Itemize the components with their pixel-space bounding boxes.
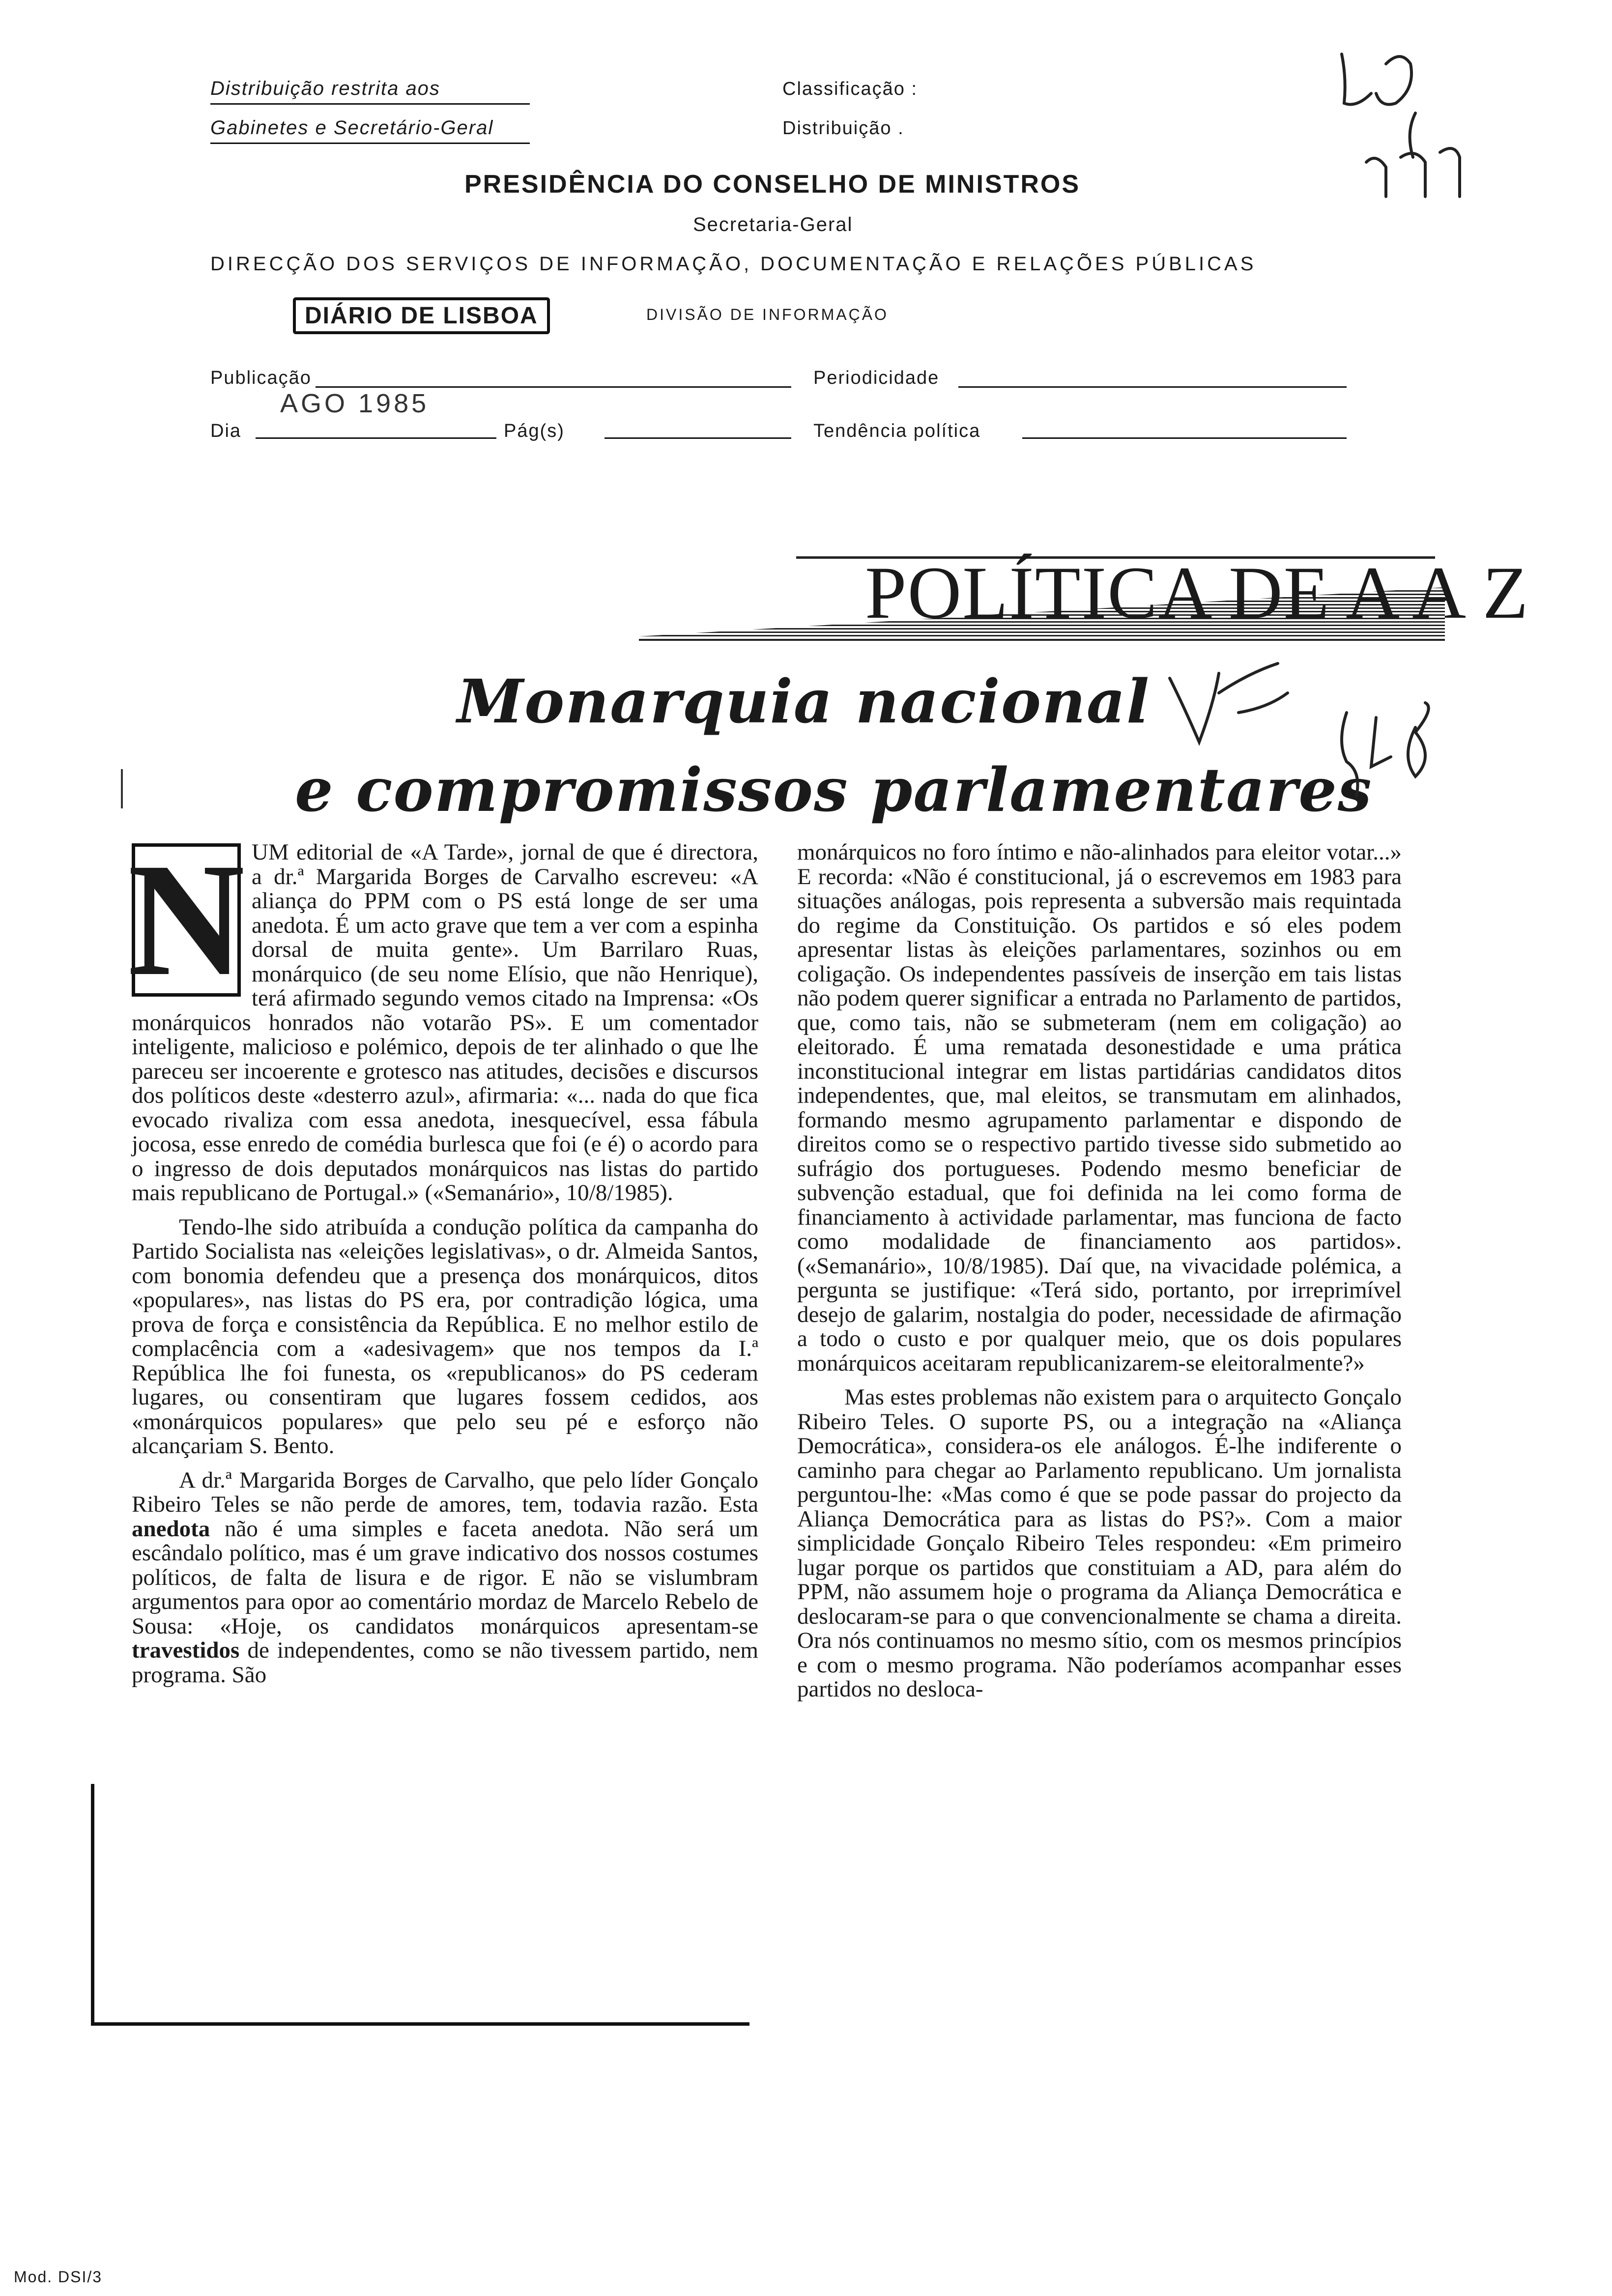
secretariat-subtitle: Secretaria-Geral bbox=[693, 214, 853, 235]
restricted-underline-1 bbox=[210, 103, 530, 105]
left-paragraph-3 bbox=[132, 1468, 758, 1688]
headline-line1: Monarquia nacional bbox=[457, 666, 1151, 737]
left-paragraph-1: UM editorial de «A Tarde», jornal de que é directora, a dr.ª Margarida Borges de Carvalho escreveu: «A aliança do PPM com o PS está longe de ser uma anedota. É um acto grave que tem a ver com a espinha dorsal de muita gente». Um Barrilaro Ruas, monárquico (de seu nome Elísio, que não Henrique), terá afirmado segundo vemos citado na Imprensa: «Os monárquicos honrados não votarão PS». E um comentador inteligente, malicioso e polémico, depois de ter alinhado o que lhe pareceu ser incoerente e grotesco nas atitudes, decisões e discursos dos políticos deste «desterro azul», afirmaria: «... nada do que fica evocado rivaliza com essa anedota, inesquecível, essa fábula jocosa, esse enredo de comédia burlesca que foi (e é) o acordo para o ingresso de dois deputados monárquicos nas listas do partido mais republicano de Portugal.» («Semanário», 10/8/1985). bbox=[132, 839, 758, 1205]
day-line bbox=[256, 437, 496, 439]
restricted-underline-2 bbox=[210, 143, 530, 144]
pages-label: Pág(s) bbox=[504, 421, 565, 441]
left-p3-bold-travestidos: travestidos bbox=[132, 1637, 240, 1663]
pages-line bbox=[604, 437, 791, 439]
left-p3-text-b: não é uma simples e faceta anedota. Não será um escândalo político, mas é um grave indicativo dos nossos costumes políticos, de falta de lisura e de rigor. E não se vislumbram argumentos para opor ao comentário mordaz de Marcelo Rebelo de Sousa: «Hoje, os candidatos monárquicos apresentam-se bbox=[132, 1516, 758, 1639]
left-p3-text-a: A dr.ª Margarida Borges de Carvalho, que pelo líder Gonçalo Ribeiro Teles se não perde de amores, tem, todavia razão. Esta bbox=[132, 1467, 758, 1517]
left-paragraph-2: Tendo-lhe sido atribuída a condução política da campanha do Partido Socialista nas «eleições legislativas», o dr. Almeida Santos, com bonomia defendeu que a presença dos monárquicos, ditos «populares», nas listas do PS era, por contradição lógica, uma prova de força e consistência da República. E no melhor estilo de complacência com a «adesivagem» que nos tempos da I.ª República lhe foi funesta, os «republicanos» do PS cederam lugares, ou consentiram que lugares fossem cedidos, aos «monárquicos populares» que pelo seu pé e esforço não alcançariam S. Bento. bbox=[132, 1214, 758, 1459]
restricted-distribution-line2: Gabinetes e Secretário-Geral bbox=[210, 117, 494, 139]
publication-label: Publicação bbox=[210, 368, 312, 388]
tendency-line bbox=[1022, 437, 1347, 439]
right-paragraph-1: monárquicos no foro íntimo e não-alinhados para eleitor votar...» E recorda: «Não é constitucional, já o escrevemos em 1983 para situações análogas, pois representa a subversão mais requintada do regime da Constituição. Os partidos e só eles podem apresentar listas às eleições parlamentares, sozinhos ou em coligação. Os independentes passíveis de inserção em tais listas não podem querer significar a entrada no Parlamento de partidos, que, como tais, não se submeteram (nem em coligação) ao eleitorado. É uma rematada desonestidade e uma prática inconstitucional integrar em listas partidárias candidatos ditos independentes, que, mal eleitos, se transmutam em alinhados, formando mesmo agrupamento parlamentar e dispondo de direitos como se o respectivo partido tivesse sido submetido ao sufrágio dos portugueses. Podendo mesmo beneficiar de subvenção estadual, que foi definida na lei como forma de financiamento à actividade parlamentar, mas funciona de facto como modalidade de financiamento aos partidos». («Semanário», 10/8/1985). Daí que, na vivacidade polémica, a pergunta se justifique: «Terá sido, portanto, por irreprimível desejo de galarim, nostalgia do poder, necessidade de afirmação a todo o custo e por qualquer meio, que os dois populares monárquicos aceitaram republicanizarem-se eleitoralmente?» bbox=[797, 839, 1402, 1376]
distribution-label: Distribuição . bbox=[782, 118, 904, 139]
date-stamp: AGO 1985 bbox=[280, 389, 430, 418]
kicker-title: POLÍTICA DE A A Z bbox=[865, 551, 1529, 634]
margin-mark bbox=[121, 769, 123, 808]
classification-label: Classificação : bbox=[782, 79, 918, 99]
article-right-column bbox=[797, 840, 1402, 1702]
left-p3-text-c: de independentes, como se não tivessem partido, nem programa. São bbox=[132, 1637, 758, 1688]
handwritten-annotation-headline bbox=[1140, 644, 1455, 806]
margin-bracket-vertical bbox=[91, 1784, 753, 2025]
day-label: Dia bbox=[210, 421, 242, 441]
kicker-bottom-rule bbox=[639, 639, 1445, 641]
left-p3-bold-anedota: anedota bbox=[132, 1516, 210, 1542]
right-paragraph-2: Mas estes problemas não existem para o arquitecto Gonçalo Ribeiro Teles. O suporte PS, ou a integração na «Aliança Democrática», considera-os ele análogos. É-lhe indiferente o caminho para chegar ao Parlamento republicano. Um jornalista perguntou-lhe: «Mas como é que se pode passar do projecto da Aliança Democrática para as listas do PS?». Com a maior simplicidade Gonçalo Ribeiro Teles respondeu: «Em primeiro lugar porque os partidos que constituiam a AD, para além do PPM, não assumem hoje o programa da Aliança Democrática e deslocaram-se para o que convencionalmente se chama a direita. Ora nós continuamos no mesmo sítio, com os mesmos princípios e com o mesmo programa. Não poderíamos acompanhar esses partidos no desloca- bbox=[797, 1384, 1402, 1702]
directorate-line: DIRECÇÃO DOS SERVIÇOS DE INFORMAÇÃO, DOCUMENTAÇÃO E RELAÇÕES PÚBLICAS bbox=[210, 253, 1257, 275]
margin-bracket-bottom bbox=[91, 2022, 749, 2026]
periodicity-label: Periodicidade bbox=[813, 368, 940, 388]
headline-line2: e compromissos parlamentares bbox=[295, 754, 1373, 825]
handwritten-annotation-top bbox=[1327, 34, 1494, 211]
publication-stamp: DIÁRIO DE LISBOA bbox=[293, 297, 550, 334]
periodicity-line bbox=[958, 386, 1347, 388]
presidency-title: PRESIDÊNCIA DO CONSELHO DE MINISTROS bbox=[464, 170, 1081, 199]
publication-line bbox=[316, 386, 791, 388]
dropcap-letter: N bbox=[127, 830, 245, 1009]
form-code: Mod. DSI/3 bbox=[14, 2268, 103, 2286]
restricted-distribution-line1: Distribuição restrita aos bbox=[210, 78, 440, 99]
article-left-column bbox=[127, 830, 758, 1688]
division-label: DIVISÃO DE INFORMAÇÃO bbox=[646, 306, 889, 323]
tendency-label: Tendência política bbox=[813, 421, 981, 441]
